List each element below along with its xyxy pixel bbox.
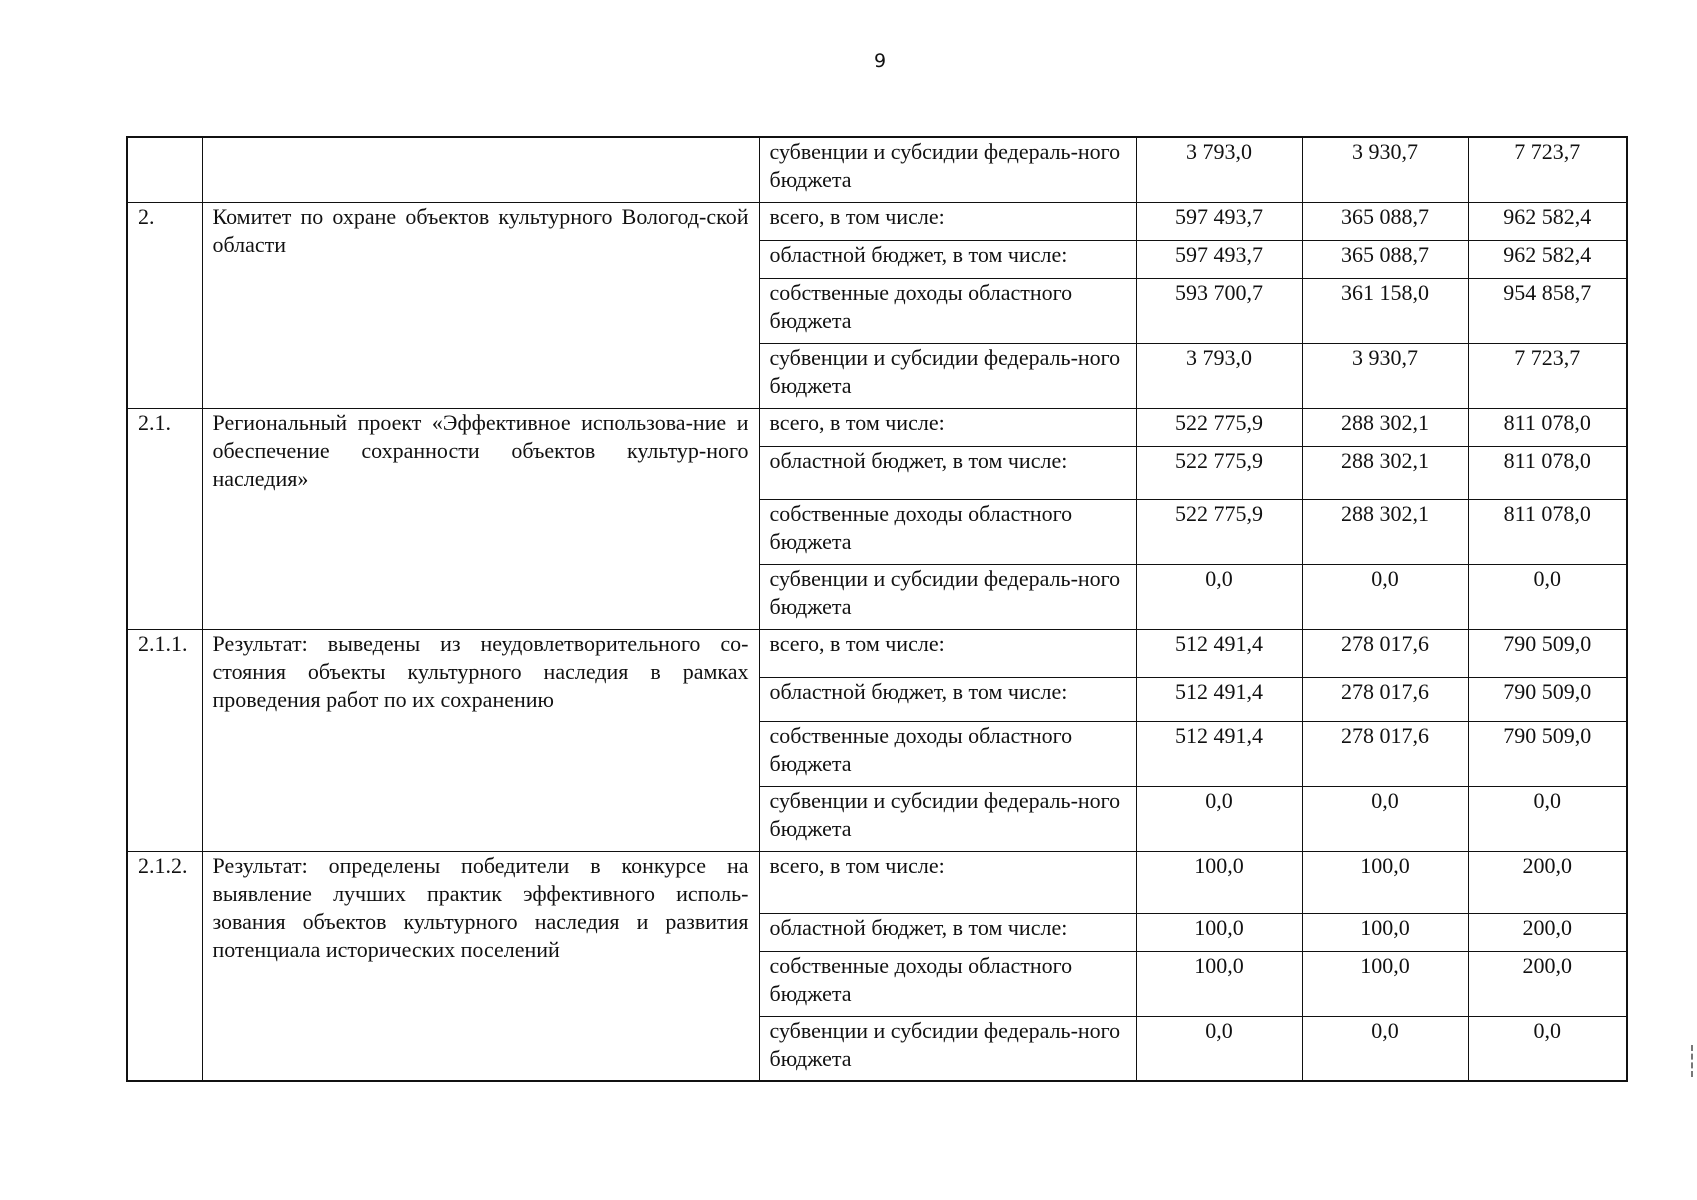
funding-source-label: всего, в том числе: (759, 202, 1136, 240)
funding-source-label: областной бюджет, в том числе: (759, 913, 1136, 951)
amount-year-3: 0,0 (1468, 786, 1627, 851)
funding-source-label: субвенции и субсидии федераль-ного бюджета (759, 786, 1136, 851)
amount-year-2: 365 088,7 (1302, 202, 1468, 240)
amount-year-3: 0,0 (1468, 564, 1627, 629)
amount-year-2: 0,0 (1302, 1016, 1468, 1081)
amount-year-2: 288 302,1 (1302, 499, 1468, 564)
amount-year-2: 3 930,7 (1302, 137, 1468, 202)
item-number: 2. (127, 202, 202, 408)
amount-year-1: 100,0 (1136, 951, 1302, 1016)
amount-year-3: 962 582,4 (1468, 240, 1627, 278)
amount-year-1: 522 775,9 (1136, 408, 1302, 446)
amount-year-3: 200,0 (1468, 913, 1627, 951)
amount-year-2: 288 302,1 (1302, 408, 1468, 446)
amount-year-3: 954 858,7 (1468, 278, 1627, 343)
amount-year-2: 288 302,1 (1302, 446, 1468, 499)
amount-year-1: 593 700,7 (1136, 278, 1302, 343)
funding-source-label: областной бюджет, в том числе: (759, 446, 1136, 499)
item-title: Результат: выведены из неудовлетворительного со-стояния объекты культурного наследия в рамках проведения работ по их сохранению (202, 629, 759, 851)
amount-year-3: 7 723,7 (1468, 343, 1627, 408)
amount-year-2: 361 158,0 (1302, 278, 1468, 343)
amount-year-1: 522 775,9 (1136, 499, 1302, 564)
funding-source-label: собственные доходы областного бюджета (759, 951, 1136, 1016)
funding-source-label: собственные доходы областного бюджета (759, 278, 1136, 343)
amount-year-2: 278 017,6 (1302, 677, 1468, 721)
amount-year-1: 3 793,0 (1136, 137, 1302, 202)
item-title: Результат: определены победители в конкурсе на выявление лучших практик эффективного исполь-зования объектов культурного наследия и развития потенциала исторических поселений (202, 851, 759, 1081)
amount-year-1: 0,0 (1136, 786, 1302, 851)
funding-source-label: собственные доходы областного бюджета (759, 721, 1136, 786)
funding-source-label: собственные доходы областного бюджета (759, 499, 1136, 564)
item-number: 2.1.1. (127, 629, 202, 851)
amount-year-2: 365 088,7 (1302, 240, 1468, 278)
item-number: 2.1.2. (127, 851, 202, 1081)
funding-source-label: областной бюджет, в том числе: (759, 240, 1136, 278)
amount-year-1: 597 493,7 (1136, 240, 1302, 278)
table-row (127, 851, 1627, 913)
funding-source-label: субвенции и субсидии федераль-ного бюджета (759, 343, 1136, 408)
funding-source-label: субвенции и субсидии федераль-ного бюджета (759, 564, 1136, 629)
amount-year-3: 0,0 (1468, 1016, 1627, 1081)
funding-source-label: субвенции и субсидии федераль-ного бюджета (759, 1016, 1136, 1081)
table-row (127, 137, 1627, 202)
table-row (127, 408, 1627, 446)
amount-year-1: 512 491,4 (1136, 677, 1302, 721)
amount-year-2: 278 017,6 (1302, 629, 1468, 677)
amount-year-3: 811 078,0 (1468, 408, 1627, 446)
table-row (127, 629, 1627, 677)
scan-edge-mark (1691, 1045, 1697, 1077)
amount-year-1: 100,0 (1136, 851, 1302, 913)
amount-year-2: 0,0 (1302, 786, 1468, 851)
amount-year-1: 0,0 (1136, 564, 1302, 629)
amount-year-3: 962 582,4 (1468, 202, 1627, 240)
funding-source-label: всего, в том числе: (759, 851, 1136, 913)
item-title: Комитет по охране объектов культурного Вологод-ской области (202, 202, 759, 408)
amount-year-2: 100,0 (1302, 851, 1468, 913)
table-row (127, 202, 1627, 240)
amount-year-1: 597 493,7 (1136, 202, 1302, 240)
amount-year-2: 100,0 (1302, 951, 1468, 1016)
amount-year-1: 100,0 (1136, 913, 1302, 951)
item-title (202, 137, 759, 202)
amount-year-3: 200,0 (1468, 851, 1627, 913)
amount-year-1: 0,0 (1136, 1016, 1302, 1081)
amount-year-2: 3 930,7 (1302, 343, 1468, 408)
amount-year-3: 790 509,0 (1468, 629, 1627, 677)
amount-year-1: 512 491,4 (1136, 629, 1302, 677)
amount-year-2: 100,0 (1302, 913, 1468, 951)
amount-year-3: 811 078,0 (1468, 446, 1627, 499)
item-number: 2.1. (127, 408, 202, 629)
funding-source-label: всего, в том числе: (759, 629, 1136, 677)
amount-year-2: 0,0 (1302, 564, 1468, 629)
amount-year-3: 200,0 (1468, 951, 1627, 1016)
page-number: 9 (873, 50, 887, 72)
budget-table (126, 136, 1628, 1082)
amount-year-2: 278 017,6 (1302, 721, 1468, 786)
funding-source-label: областной бюджет, в том числе: (759, 677, 1136, 721)
amount-year-3: 7 723,7 (1468, 137, 1627, 202)
amount-year-1: 522 775,9 (1136, 446, 1302, 499)
amount-year-3: 790 509,0 (1468, 721, 1627, 786)
amount-year-3: 811 078,0 (1468, 499, 1627, 564)
funding-source-label: всего, в том числе: (759, 408, 1136, 446)
amount-year-1: 3 793,0 (1136, 343, 1302, 408)
item-title: Региональный проект «Эффективное использова-ние и обеспечение сохранности объектов культур-ного наследия» (202, 408, 759, 629)
funding-source-label: субвенции и субсидии федераль-ного бюджета (759, 137, 1136, 202)
amount-year-1: 512 491,4 (1136, 721, 1302, 786)
amount-year-3: 790 509,0 (1468, 677, 1627, 721)
item-number (127, 137, 202, 202)
